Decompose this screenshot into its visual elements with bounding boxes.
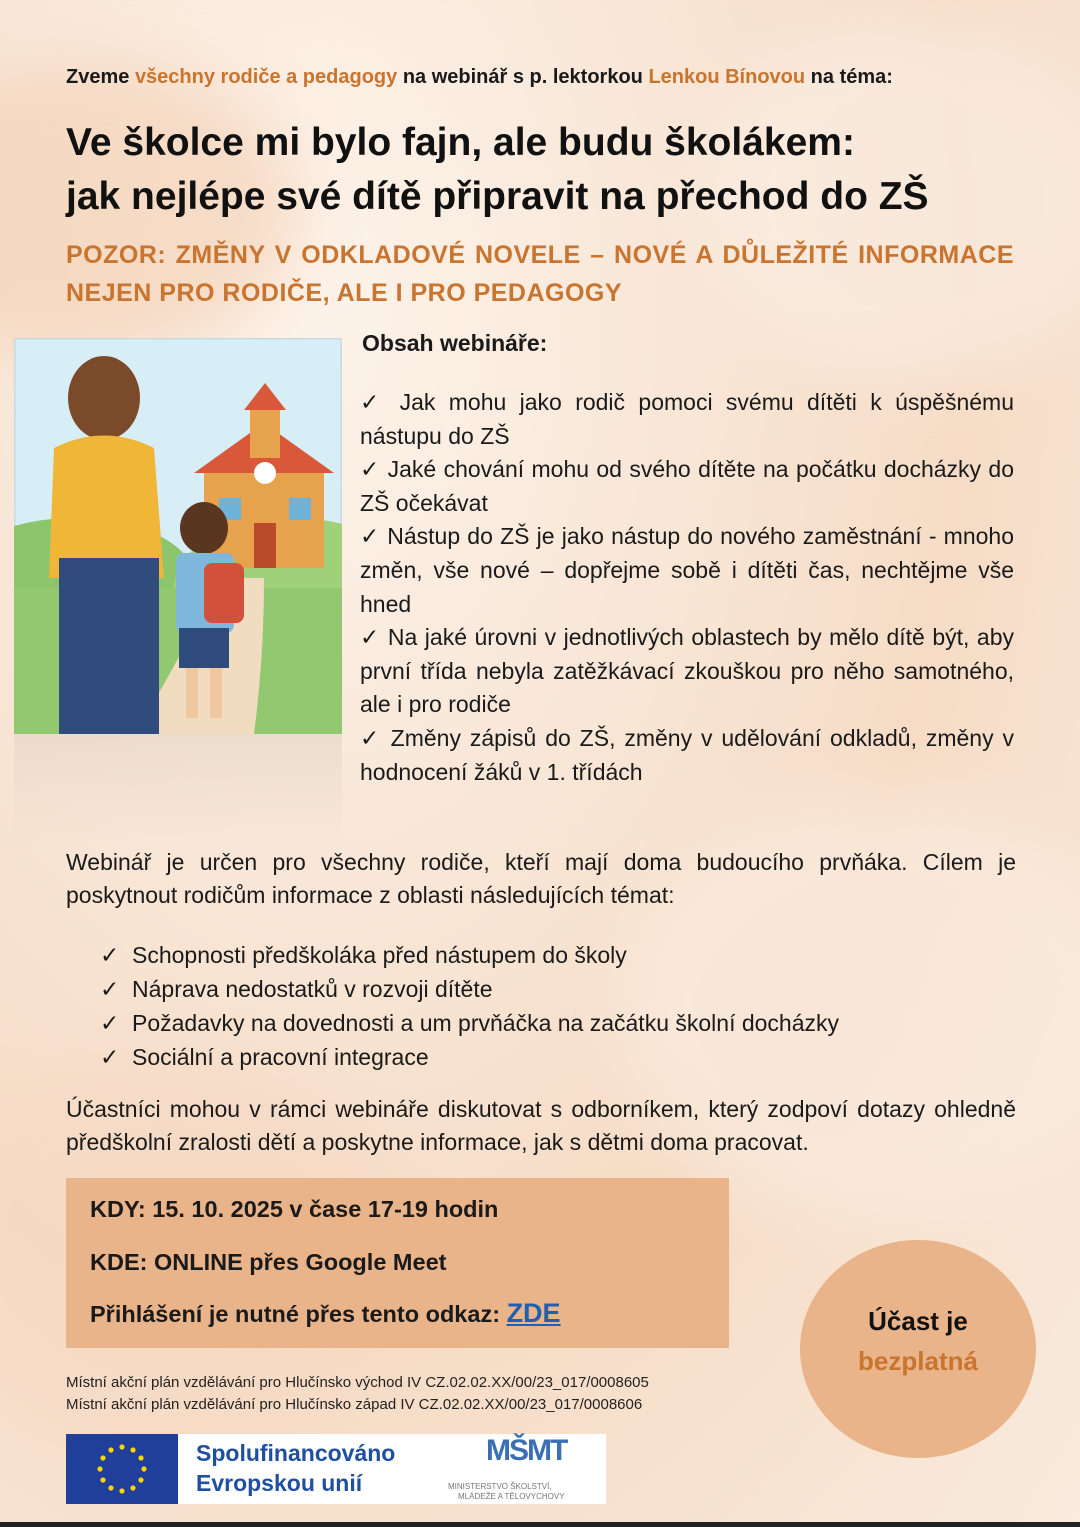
intro-paragraph: Webinář je určen pro všechny rodiče, kteří mají doma budoucího prvňáka. Cílem je poskytnout rodičům informace z oblasti následujících témat: xyxy=(66,849,1016,908)
check-icon: ✓ xyxy=(100,1010,120,1036)
page-title xyxy=(66,116,1026,224)
list-item xyxy=(100,1040,839,1074)
eu-cofunded-text xyxy=(196,1438,395,1498)
topic-text: Požadavky na dovednosti a um prvňáčka na začátku školní docházky xyxy=(132,1010,840,1036)
content-heading: Obsah webináře: xyxy=(362,330,548,356)
topic-list xyxy=(100,938,839,1074)
event-when: KDY: 15. 10. 2025 v čase 17-19 hodin xyxy=(90,1196,499,1222)
intro-text-3: na téma: xyxy=(805,66,893,88)
msmt-logo xyxy=(446,1434,606,1504)
list-item: ✓ Změny zápisů do ZŠ, změny v udělování odkladů, změny v hodnocení žáků v 1. třídách xyxy=(360,724,1014,785)
eu-text-line-2: Evropskou unií xyxy=(196,1470,363,1496)
footer-projects xyxy=(66,1372,649,1416)
list-item: ✓ Jaké chování mohu od svého dítěte na počátku docházky do ZŠ očekávat xyxy=(360,456,1014,516)
intro-line xyxy=(66,66,1026,89)
list-item xyxy=(100,938,839,972)
list-item xyxy=(100,972,839,1006)
title-line-2: jak nejlépe své dítě připravit na přechod do ZŠ xyxy=(66,175,929,218)
intro-highlight-audience: všechny rodiče a pedagogy xyxy=(134,66,398,88)
content-list xyxy=(360,386,1014,789)
footer-line: Místní akční plán vzdělávání pro Hlučínsko východ IV CZ.02.02.XX/00/23_017/0008605 xyxy=(66,1374,649,1391)
topic-text: Sociální a pracovní integrace xyxy=(132,1044,429,1070)
illustration-reflection xyxy=(14,734,342,844)
warning-notice: POZOR: ZMĚNY V ODKLADOVÉ NOVELE – NOVÉ A DŮLEŽITÉ INFORMACE NEJEN PRO RODIČE, ALE I PRO PEDAGOGY xyxy=(66,241,1014,307)
list-item: ✓ Jak mohu jako rodič pomoci svému dítěti k úspěšnému nástupu do ZŠ xyxy=(360,389,1014,449)
msmt-logo-mark: MŠMT xyxy=(486,1434,567,1467)
eu-flag-icon xyxy=(66,1434,178,1504)
msmt-line-1: MINISTERSTVO ŠKOLSTVÍ, xyxy=(448,1482,552,1491)
list-item xyxy=(100,1006,839,1040)
bottom-divider xyxy=(0,1522,1080,1527)
footer-line: Místní akční plán vzdělávání pro Hlučínsko západ IV CZ.02.02.XX/00/23_017/0008606 xyxy=(66,1396,643,1413)
check-icon: ✓ xyxy=(100,976,120,1002)
funding-logos xyxy=(66,1434,606,1504)
signup-text: Přihlášení je nutné přes tento odkaz: xyxy=(90,1301,507,1327)
free-badge-line-1: Účast je xyxy=(868,1306,968,1336)
list-item: ✓ Nástup do ZŠ je jako nástup do nového zaměstnání - mnoho změn, vše nové – dopřejme sobě i dítěti čas, nechtějme vše hned xyxy=(360,523,1014,617)
free-entry-badge xyxy=(800,1240,1036,1458)
intro-text-1: Zveme xyxy=(66,66,135,88)
intro-highlight-lecturer: Lenkou Bínovou xyxy=(648,66,806,88)
signup-link[interactable]: ZDE xyxy=(506,1298,561,1328)
participants-paragraph: Účastníci mohou v rámci webináře diskutovat s odborníkem, který zodpoví dotazy ohledně předškolní zralosti dětí a poskytne informace, jak s dětmi doma pracovat. xyxy=(66,1096,1016,1155)
free-badge-line-2: bezplatná xyxy=(858,1346,978,1376)
list-item: ✓ Na jaké úrovni v jednotlivých oblastech by mělo dítě být, aby první třída nebyla zatěžkávací zkouškou pro něho samotného, ale i pro rodiče xyxy=(360,624,1014,718)
eu-text-line-1: Spolufinancováno xyxy=(196,1440,396,1466)
event-signup xyxy=(90,1298,561,1329)
event-where: KDE: ONLINE přes Google Meet xyxy=(90,1249,447,1275)
intro-text-2: na webinář s p. lektorkou xyxy=(397,66,649,88)
msmt-line-2: MLÁDEŽE A TĚLOVÝCHOVY xyxy=(458,1492,565,1501)
check-icon: ✓ xyxy=(100,1044,120,1070)
check-icon: ✓ xyxy=(100,942,120,968)
topic-text: Schopnosti předškoláka před nástupem do školy xyxy=(132,942,627,968)
title-line-1: Ve školce mi bylo fajn, ale budu školákem: xyxy=(66,121,855,164)
event-info-box xyxy=(66,1178,729,1348)
topic-text: Náprava nedostatků v rozvoji dítěte xyxy=(132,976,493,1002)
illustration-parent-child-school xyxy=(14,338,342,734)
